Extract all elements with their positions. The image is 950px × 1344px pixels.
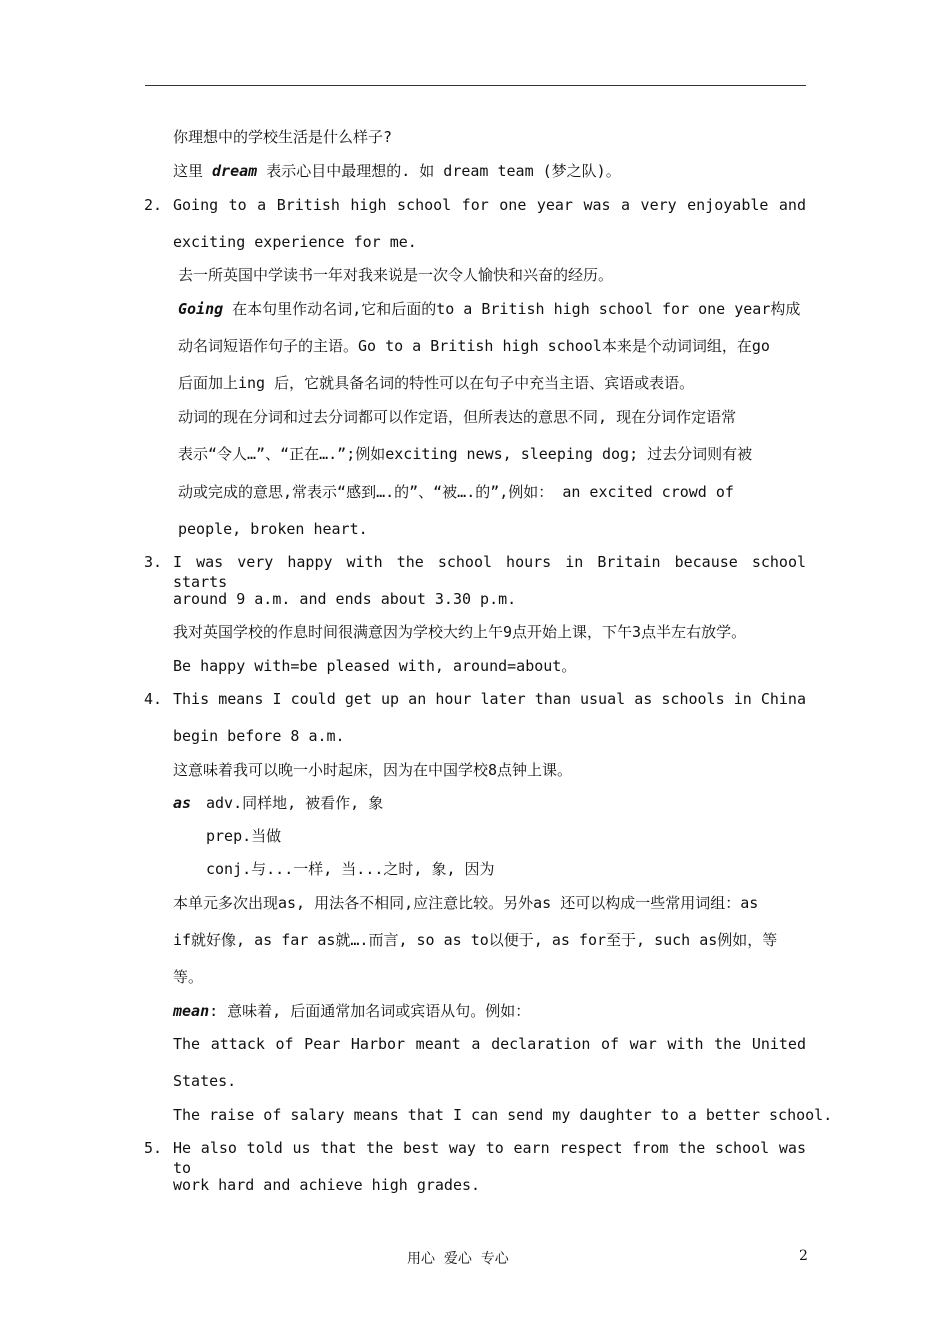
keyword-mean: mean [173,1002,210,1020]
text-line: I was very happy with the school hours in Britain because school starts [173,553,806,591]
keyword-as: as [173,794,192,812]
text-line: 这意味着我可以晚一小时起床，因为在中国学校8点钟上课。 [173,761,573,779]
text-line: 你理想中的学校生活是什么样子? [173,128,393,146]
text-line: States. [173,1072,237,1090]
text-line: 后面加上ing 后，它就具备名词的特性可以在句子中充当主语、宾语或表语。 [178,374,695,392]
text-line: Be happy with=be pleased with, around=about。 [173,657,577,675]
text-line: This means I could get up an hour later than usual as schools in China [173,690,806,708]
text-line: people, broken heart. [178,520,368,538]
item-number-4: 4. [144,690,163,708]
text-line: 动名词短语作句子的主语。Go to a British high school本来是个动词词组，在go [178,337,770,355]
item-number-3: 3. [144,553,163,571]
item-number-2: 2. [144,196,163,214]
text-line: He also told us that the best way to earn respect from the school was to [173,1139,806,1177]
keyword-dream: dream [212,162,258,180]
text-line: work hard and achieve high grades. [173,1176,481,1194]
text-line [178,299,800,319]
text-line: exciting experience for me. [173,233,417,251]
text-line: if就好像, as far as就….而言, so as to以便于, as for至于, such as例如，等 [173,931,778,949]
text-line: The raise of salary means that I can send my daughter to a better school. [173,1106,833,1124]
text-line: 表示“令人…”、“正在….”;例如exciting news, sleeping dog; 过去分词则有被 [178,445,753,463]
text-line: around 9 a.m. and ends about 3.30 p.m. [173,590,517,608]
text-line: 动词的现在分词和过去分词都可以作定语，但所表达的意思不同, 现在分词作定语常 [178,408,737,426]
text-line: 等。 [173,968,204,986]
text-line: 我对英国学校的作息时间很满意因为学校大约上午9点开始上课，下午3点半左右放学。 [173,623,747,641]
item-number-5: 5. [144,1139,163,1157]
text-line: begin before 8 a.m. [173,727,345,745]
footer-motto: 用心 爱心 专心 [407,1251,509,1267]
text-segment: 表示心目中最理想的. 如 dream team (梦之队)。 [257,162,621,180]
text-segment: 在本句里作动名词,它和后面的to a British high school for one year构成 [223,300,801,318]
text-line: 动或完成的意思,常表示“感到….的”、“被….的”,例如： an excited crowd of [178,483,734,501]
definition-conj: conj.与...一样, 当...之时, 象, 因为 [206,860,495,878]
text-line [173,1001,530,1021]
definition-prep: prep.当做 [206,827,282,845]
keyword-going: Going [178,300,224,318]
definition-adv: adv.同样地, 被看作, 象 [206,794,384,812]
page-number: 2 [799,1248,808,1264]
text-line: 去一所英国中学读书一年对我来说是一次令人愉快和兴奋的经历。 [178,266,614,284]
text-line: The attack of Pear Harbor meant a declaration of war with the United [173,1035,806,1053]
header-rule [145,85,806,86]
text-line: 本单元多次出现as, 用法各不相同,应注意比较。另外as 还可以构成一些常用词组：as [173,894,759,912]
text-segment: 这里 [173,162,213,180]
text-line [173,161,621,181]
text-line: Going to a British high school for one year was a very enjoyable and [173,196,806,214]
text-segment: : 意味着, 后面通常加名词或宾语从句。例如： [209,1002,531,1020]
